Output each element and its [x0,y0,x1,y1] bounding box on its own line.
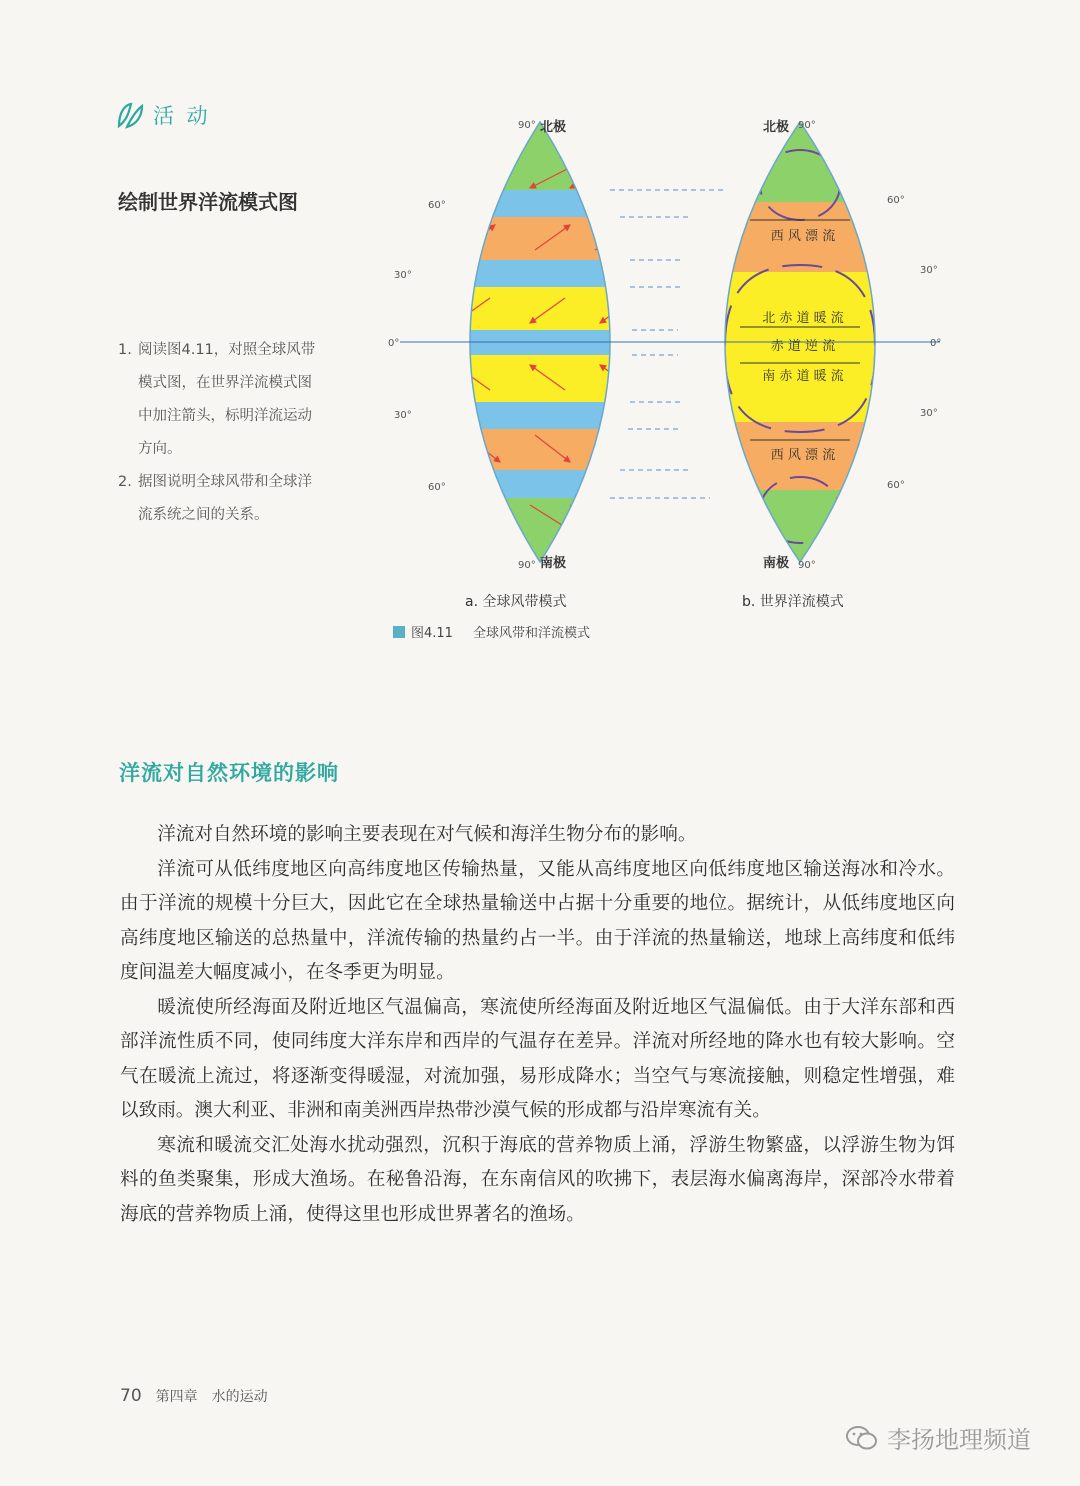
subpolar-low-belt-north [380,190,680,217]
lat-0: 0° [930,338,942,349]
figure-title: 全球风带和洋流模式 [472,626,590,641]
task-line: 方向。 [138,441,182,457]
caption-marker-icon [393,626,405,638]
equatorial-counter-current: 赤 道 逆 流 [770,339,836,354]
task-line: 流系统之间的关系。 [138,507,269,523]
section-title: 洋流对自然环境的影响 [119,761,339,785]
south-pole-label: 南极 [540,556,567,571]
task-line: 阅读图4.11，对照全球风带 [138,342,316,358]
lat-60-north: 60° [887,195,905,206]
chapter-number: 第四章 [155,1389,198,1405]
leaf-icon [115,100,145,130]
activity-header [115,100,211,130]
wind-diagram-caption: a. 全球风带模式 [465,594,567,610]
lat-90-south: 90° [798,560,816,571]
lat-90-north: 90° [798,120,816,131]
wechat-icon [845,1424,879,1452]
north-equatorial-current: 北 赤 道 暖 流 [762,311,844,326]
south-equatorial-current: 南 赤 道 暖 流 [762,369,844,384]
lat-30-south: 30° [920,408,938,419]
current-diagram-caption: b. 世界洋流模式 [742,594,844,610]
paragraph: 洋流对自然环境的影响主要表现在对气候和海洋生物分布的影响。 [157,824,697,845]
subpolar-low-belt-south [380,470,680,498]
lat-90-north: 90° [518,120,536,131]
task-line: 中加注箭头，标明洋流运动 [138,408,312,424]
paragraph: 洋流可从低纬度地区向高纬度地区传输热量，又能从高纬度地区向低纬度地区输送海冰和冷水。由于洋流的规模十分巨大，因此它在全球热量输送中占据十分重要的地位。据统计，从低纬度地区向高纬度地区输送的总热量中，洋流传输的热量约占一半。由于洋流的热量输送，地球上高纬度和低纬度间温差大幅度减小，在冬季更为明显。 [120,858,955,983]
activity-label: 活 动 [153,104,211,128]
lat-30-south: 30° [394,410,412,421]
lat-30-north: 30° [394,270,412,281]
watermark [845,1420,1031,1455]
west-wind-drift-north: 西 风 漂 流 [770,229,836,244]
task-item-1 [118,334,368,466]
page-number: 70 [120,1386,142,1406]
paragraph: 寒流和暖流交汇处海水扰动强烈，沉积于海底的营养物质上涌，浮游生物繁盛，以浮游生物为饵料的鱼类聚集，形成大渔场。在秘鲁沿海，在东南信风的吹拂下，表层海水偏离海岸，深部冷水带着海底的营养物质上涌，使得这里也形成世界著名的渔场。 [120,1134,955,1225]
connector-lines [610,190,725,498]
lat-0: 0° [388,338,400,349]
north-pole-label: 北极 [540,120,567,135]
paragraph: 暖流使所经海面及附近地区气温偏高，寒流使所经海面及附近地区气温偏低。由于大洋东部和西部洋流性质不同，使同纬度大洋东岸和西岸的气温存在差异。洋流对所经地的降水也有较大影响。空气在暖流上流过，将逐渐变得暖湿，对流加强，易形成降水；当空气与寒流接触，则稳定性增强，难以致雨。澳大利亚、非洲和南美洲西岸热带沙漠气候的形成都与沿岸寒流有关。 [120,996,955,1121]
ne-trade-wind-belt [380,287,680,330]
se-trade-wind-belt [380,355,680,402]
lat-60-south: 60° [428,482,446,493]
west-wind-drift-south: 西 风 漂 流 [770,448,836,463]
chapter-title: 水的运动 [211,1389,268,1405]
task-line: 据图说明全球风带和全球洋 [138,474,312,490]
task-number: 2. [118,474,132,490]
page-footer [120,1386,268,1406]
task-item-2 [118,466,368,532]
wind-and-current-diagram [380,110,960,615]
subtropical-high-belt-south [380,402,680,429]
lat-60-south: 60° [887,480,905,491]
south-pole-label: 南极 [763,556,790,571]
wind-belt-lens [380,110,680,578]
lat-90-south: 90° [518,560,536,571]
lat-60-north: 60° [428,200,446,211]
westerly-belt-south [380,429,680,470]
lat-30-north: 30° [920,265,938,276]
task-number: 1. [118,342,132,358]
figure-caption [393,622,590,641]
task-list [118,334,368,532]
subtropical-high-belt-north [380,260,680,287]
body-text [120,818,955,1232]
task-title: 绘制世界洋流模式图 [118,190,298,214]
westerly-belt-north [380,217,680,260]
watermark-text: 李扬地理频道 [887,1426,1031,1454]
task-line: 模式图，在世界洋流模式图 [138,375,312,391]
north-pole-label: 北极 [763,120,790,135]
figure-number: 图4.11 [411,626,453,641]
